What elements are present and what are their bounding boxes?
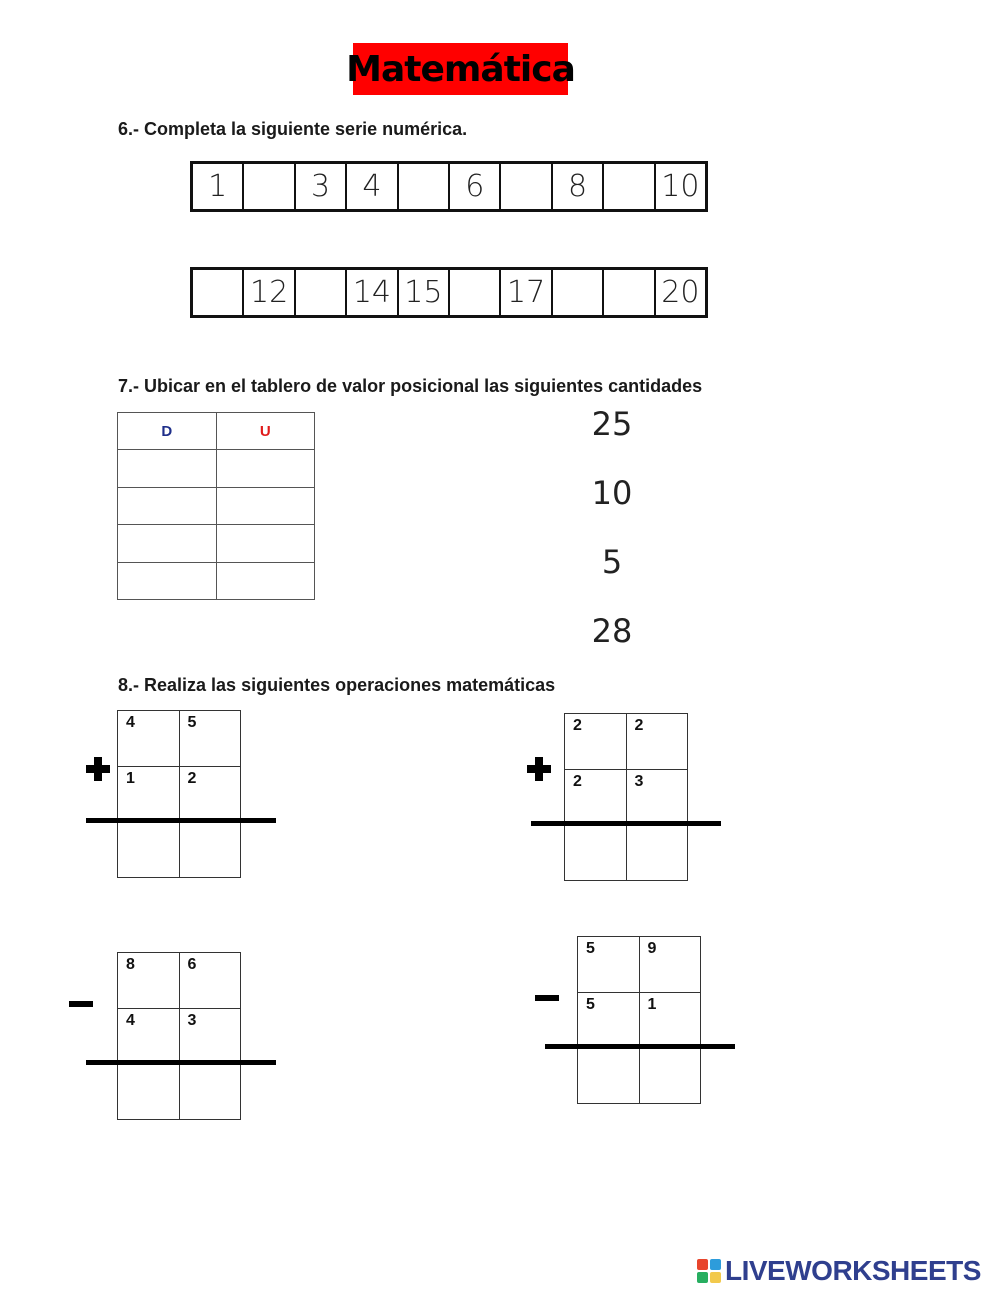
series-cell[interactable] bbox=[193, 270, 244, 315]
series-cell[interactable]: 17 bbox=[501, 270, 552, 315]
sum-line bbox=[531, 821, 721, 826]
digit-cell: 5 bbox=[179, 711, 241, 767]
series-cell[interactable]: 20 bbox=[661, 275, 700, 310]
series-cell[interactable] bbox=[604, 164, 655, 209]
series-row-2 bbox=[190, 267, 708, 318]
series-cell[interactable]: 6 bbox=[450, 164, 501, 209]
series-row-1 bbox=[190, 161, 708, 212]
section-8-heading: 8.- Realiza las siguientes operaciones matemáticas bbox=[118, 675, 556, 695]
logo-square bbox=[710, 1272, 721, 1283]
plus-icon bbox=[86, 757, 110, 781]
digit-cell: 1 bbox=[118, 766, 180, 822]
plus-icon bbox=[527, 757, 551, 781]
answer-cell[interactable] bbox=[626, 825, 688, 881]
answer-cell[interactable] bbox=[118, 1064, 180, 1120]
quantity-item: 5 bbox=[601, 543, 623, 581]
operation-grid-3 bbox=[117, 952, 241, 1120]
series-cell[interactable] bbox=[399, 164, 450, 209]
series-cell[interactable] bbox=[501, 164, 552, 209]
digit-cell: 4 bbox=[118, 1008, 180, 1064]
answer-cell[interactable] bbox=[179, 822, 241, 878]
answer-cell[interactable] bbox=[639, 1048, 701, 1104]
column-header-tens: D bbox=[118, 413, 217, 450]
series-cell[interactable] bbox=[244, 164, 295, 209]
answer-cell[interactable] bbox=[565, 825, 627, 881]
place-value-cell[interactable] bbox=[216, 450, 315, 487]
brand-logo-icon bbox=[697, 1259, 721, 1283]
digit-cell: 2 bbox=[565, 714, 627, 770]
section-6-heading: 6.- Completa la siguiente serie numérica. bbox=[118, 119, 468, 139]
series-cell[interactable]: 8 bbox=[553, 164, 604, 209]
series-cell[interactable] bbox=[450, 270, 501, 315]
place-value-cell[interactable] bbox=[118, 487, 217, 524]
series-cell[interactable]: 12 bbox=[244, 270, 295, 315]
sum-line bbox=[86, 818, 276, 823]
digit-cell: 1 bbox=[639, 992, 701, 1048]
operation-grid-2 bbox=[564, 713, 688, 881]
difference-line bbox=[545, 1044, 735, 1049]
series-cell[interactable]: 15 bbox=[399, 270, 450, 315]
place-value-table bbox=[117, 412, 315, 600]
series-cell[interactable] bbox=[553, 270, 604, 315]
logo-square bbox=[697, 1272, 708, 1283]
place-value-cell[interactable] bbox=[118, 450, 217, 487]
brand-footer[interactable] bbox=[697, 1256, 981, 1286]
quantity-item: 28 bbox=[591, 612, 633, 650]
digit-cell: 3 bbox=[179, 1008, 241, 1064]
digit-cell: 6 bbox=[179, 953, 241, 1009]
series-cell[interactable]: 4 bbox=[347, 164, 398, 209]
series-cell[interactable]: 1 bbox=[193, 164, 244, 209]
quantity-item: 10 bbox=[591, 474, 633, 512]
digit-cell: 2 bbox=[179, 766, 241, 822]
page-title: Matemática bbox=[353, 43, 568, 95]
difference-line bbox=[86, 1060, 276, 1065]
place-value-cell[interactable] bbox=[118, 562, 217, 599]
series-cell[interactable]: 14 bbox=[347, 270, 398, 315]
place-value-cell[interactable] bbox=[118, 525, 217, 562]
digit-cell: 3 bbox=[626, 769, 688, 825]
quantity-item: 25 bbox=[591, 405, 633, 443]
operation-grid-4 bbox=[577, 936, 701, 1104]
place-value-cell[interactable] bbox=[216, 525, 315, 562]
series-cell[interactable]: 10 bbox=[661, 169, 700, 204]
minus-icon bbox=[535, 995, 559, 1001]
place-value-cell[interactable] bbox=[216, 562, 315, 599]
series-cell[interactable] bbox=[296, 270, 347, 315]
minus-icon bbox=[69, 1001, 93, 1007]
logo-square bbox=[697, 1259, 708, 1270]
digit-cell: 4 bbox=[118, 711, 180, 767]
series-cell[interactable] bbox=[604, 270, 655, 315]
digit-cell: 9 bbox=[639, 937, 701, 993]
section-7-heading: 7.- Ubicar en el tablero de valor posicional las siguientes cantidades bbox=[118, 376, 703, 396]
answer-cell[interactable] bbox=[578, 1048, 640, 1104]
column-header-units: U bbox=[216, 413, 315, 450]
digit-cell: 5 bbox=[578, 937, 640, 993]
digit-cell: 8 bbox=[118, 953, 180, 1009]
brand-name: LIVEWORKSHEETS bbox=[725, 1255, 981, 1286]
logo-square bbox=[710, 1259, 721, 1270]
answer-cell[interactable] bbox=[118, 822, 180, 878]
place-value-cell[interactable] bbox=[216, 487, 315, 524]
answer-cell[interactable] bbox=[179, 1064, 241, 1120]
digit-cell: 2 bbox=[626, 714, 688, 770]
operation-grid-1 bbox=[117, 710, 241, 878]
digit-cell: 2 bbox=[565, 769, 627, 825]
series-cell[interactable]: 3 bbox=[296, 164, 347, 209]
digit-cell: 5 bbox=[578, 992, 640, 1048]
